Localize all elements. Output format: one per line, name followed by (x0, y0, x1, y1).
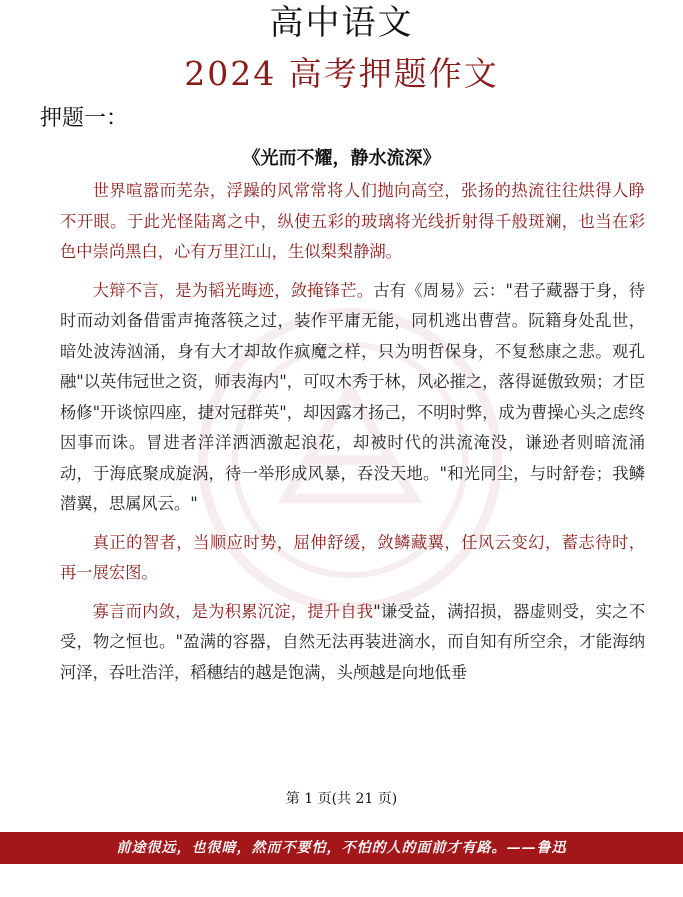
page-subtitle: 2024 高考押题作文 (184, 54, 499, 93)
page-title: 高中语文 (269, 3, 414, 43)
paragraph-4-rest: "谦受益，满招损，器虚则受，实之不受，物之恒也。"盈满的容器，自然无法再装进滴水，而自知有所空余，才能海纳河泽，吞吐浩洋，稻穗结的越是饱满，头颅越是向地低垂 (60, 601, 645, 682)
essay-paragraph-2 (60, 276, 645, 520)
footer-quote-banner (0, 832, 683, 864)
paragraph-3-text: 真正的智者，当顺应时势，屈伸舒缓，敛鳞藏翼，任风云变幻，蓄志待时，再一展宏图。 (60, 532, 645, 582)
paragraph-4-lead: 寡言而内敛，是为积累沉淀，提升自我 (92, 601, 374, 621)
section-heading: 押题一： (40, 106, 129, 131)
page-number: 第 1 页(共 21 页) (285, 791, 398, 807)
essay-paragraph-1 (60, 176, 645, 268)
essay-title: 《光而不耀，静水流深》 (242, 148, 441, 169)
paragraph-1-text: 世界喧嚣而芜杂，浮躁的风常常将人们抛向高空，张扬的热流往往烘得人睁不开眼。于此光怪陆离之中，纵使五彩的玻璃将光线折射得千般斑斓，也当在彩色中崇尚黑白，心有万里江山，生似梨梨静湖。 (60, 181, 645, 261)
paragraph-2-rest: 古有《周易》云："君子藏器于身，待时而动刘备借雷声掩落筷之过，装作平庸无能，同机逃出曹营。阮籍身处乱世，暗处波涛汹涌，身有大才却故作疯魔之样，只为明哲保身，不复愁康之悲。观孔融"以英伟冠世之资，师表海内"，可叹木秀于林，风必摧之，落得诞傲致殒；才臣杨修"开谈惊四座，捷对冠群英"，却因露才扬己，不明时弊，成为曹操心头之虑终因事而诛。冒进者洋洋洒洒激起浪花，却被时代的洪流淹没，谦逊者则暗流涌动，于海底聚成旋涡，待一举形成风暴，吞没天地。"和光同尘，与时舒卷；我鳞潜翼，思属风云。" (60, 280, 645, 513)
paragraph-2-lead: 大辩不言，是为韬光晦迹，敛掩锋芒。 (92, 280, 374, 300)
banner-quote-text: 前途很远，也很暗，然而不要怕，不怕的人的面前才有路。——鲁迅 (116, 840, 567, 856)
essay-paragraph-4 (60, 597, 645, 689)
essay-body (60, 176, 645, 696)
essay-paragraph-3 (60, 528, 645, 589)
